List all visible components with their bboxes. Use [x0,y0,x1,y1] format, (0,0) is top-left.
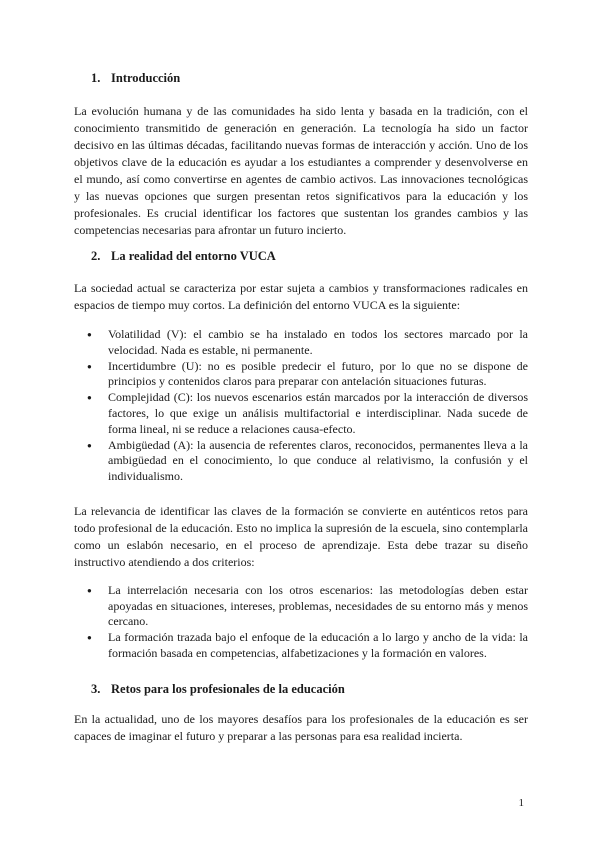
list-item: ● Volatilidad (V): el cambio se ha instalado en todos los sectores marcado por la velocidad. Nada es estable, ni permanente. [74,327,528,358]
section-heading-2: 2. La realidad del entorno VUCA [91,249,276,263]
section-heading-3: 3. Retos para los profesionales de la educación [91,682,345,696]
criteria-bullet-list [74,583,528,662]
page-number: 1 [518,797,524,809]
intro-paragraph: La evolución humana y de las comunidades ha sido lenta y basada en la tradición, con el conocimiento transmitido de generación en generación. La tecnología ha sido un factor decisivo en las últimas décadas, facilitando nuevas formas de interacción y acción. Uno de los objetivos clave de la educación es ayudar a los estudiantes a comprender y desenvolverse en el mundo, así como convertirse en agentes de cambio activos. Las innovaciones tecnológicas y las nuevas opciones que surgen presentan retos significativos para la educación y los profesionales. Es crucial identificar los factores que sustentan los grandes cambios y las competencias necesarias para afrontar un futuro incierto. [74,104,528,237]
list-item: ● Ambigüedad (A): la ausencia de referentes claros, reconocidos, permanentes lleva a la ambigüedad en el conocimiento, lo que conduce al relativismo, la confusión y el individualismo. [74,438,528,485]
list-item: ● Complejidad (C): los nuevos escenarios están marcados por la interacción de diversos factores, lo que exige un análisis multifactorial e interdisciplinar. Nada sucede de forma lineal, ni se reduce a relaciones causa-efecto. [74,390,528,437]
vuca-intro-paragraph: La sociedad actual se caracteriza por estar sujeta a cambios y transformaciones radicales en espacios de tiempo muy cortos. La definición del entorno VUCA es la siguiente: [74,281,528,312]
vuca-bullet-list [74,327,528,485]
relevance-paragraph: La relevancia de identificar las claves de la formación se convierte en auténticos retos para todo profesional de la educación. Esto no implica la supresión de la escuela, sino contemplarla como un eslabón necesario, en el proceso de aprendizaje. Esta debe trazar su diseño instructivo atendiendo a dos criterios: [74,504,528,569]
challenges-paragraph: En la actualidad, uno de los mayores desafíos para los profesionales de la educación es ser capaces de imaginar el futuro y preparar a las personas para esa realidad incierta. [74,712,528,743]
list-item: ● Incertidumbre (U): no es posible predecir el futuro, por lo que no se dispone de principios y contenidos claros para preparar con antelación situaciones futuras. [74,359,528,390]
list-item: ● La formación trazada bajo el enfoque de la educación a lo largo y ancho de la vida: la formación basada en competencias, alfabetizaciones y la formación en valores. [74,630,528,661]
section-heading-1: 1. Introducción [91,71,181,85]
list-item: ● La interrelación necesaria con los otros escenarios: las metodologías deben estar apoyadas en situaciones, intereses, problemas, necesidades de su entorno más y menos cercano. [74,583,528,630]
